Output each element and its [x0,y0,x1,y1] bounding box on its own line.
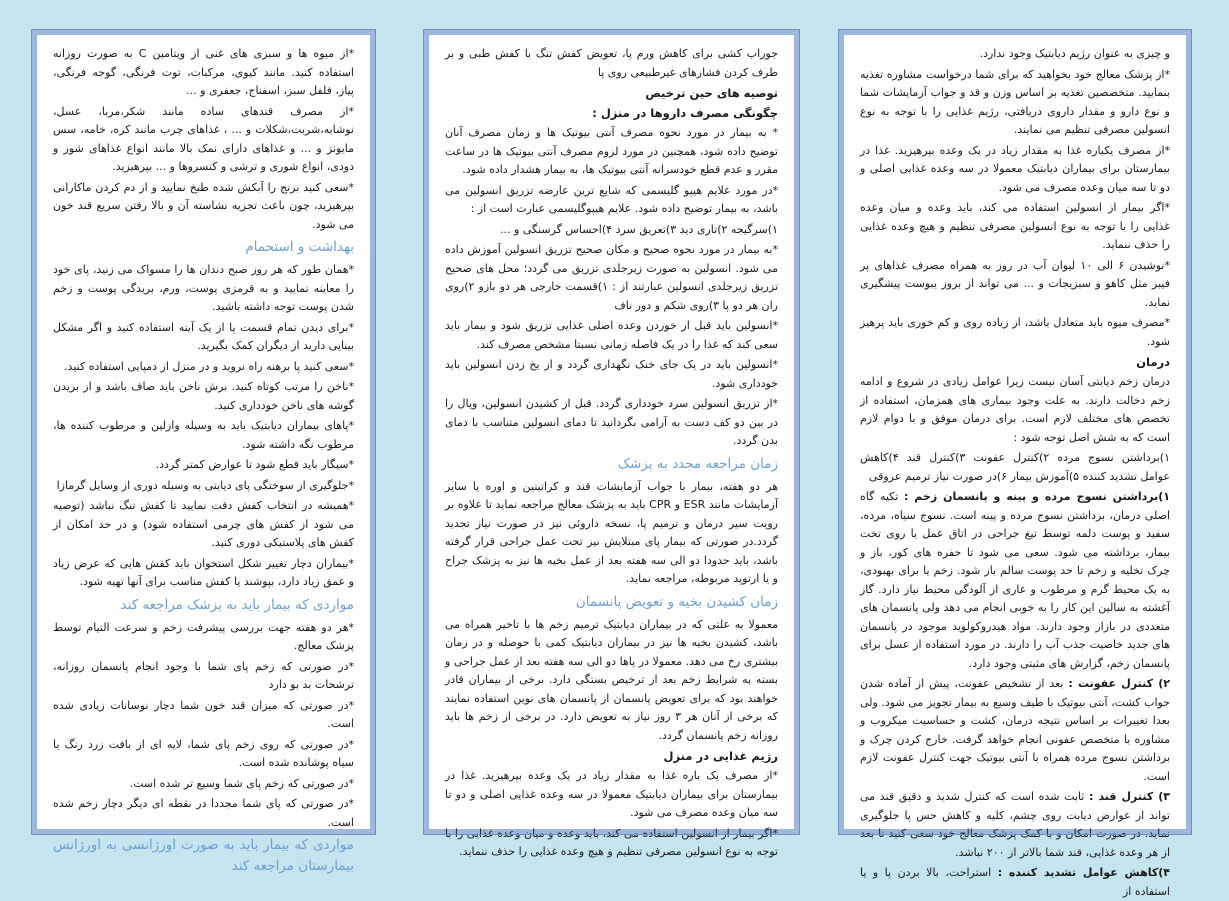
right-paragraph-11 [860,788,1170,862]
left-paragraph-16: *در صورتی که روی زخم پای شما، لایه ای از بافت زرد رنگ یا سیاه پوشانده شده است. [53,737,354,769]
right-paragraph-8: ۱)برداشتن نسوج مرده ۲)کنترل عفونت ۳)کنترل قند ۴)کاهش عوامل تشدید کننده ۵)آموزش بیمار ۶)در صورت نیاز ترمیم عروقی [860,451,1170,483]
left-paragraph-1: *از میوه ها و سبزی های غنی از ویتامین C به صورت روزانه استفاده کنید. مانند کیوی، مرکبات، توت فرنگی، گوجه فرنگی، پیاز، فلفل سبز، اسفناج، جعفری و ... [53,47,354,97]
left-paragraph-11: *همیشه در انتخاب کفش دقت نمایید تا کفش تنگ نباشد (توصیه می شود از کفش های چرمی استفاده شود) و در حد امکان از کفش های پلاستیکی دوری کنید. [53,499,354,549]
middle-paragraph-11: *از مصرف یک باره غذا به مقدار زیاد در یک وعده بپرهیزید. غذا در بیمارستان برای بیماران دیابتیک معمولا در سه وعده غذایی اصلی و دو تا سه میان وعده مصرف می شود. [445,769,778,819]
left-paragraph-14: *در صورتی که زخم پای شما با وجود انجام پانسمان روزانه، ترشحات بد بو دارد [53,659,354,691]
panel-right [839,30,1191,898]
heading-emergency: مواردی که بیمار باید به صورت اورژانسی به اورژانس بیمارستان مراجعه کند [53,837,354,874]
left-paragraph-4: *همان طور که هر روز صبح دندان ها را مسواک می زنید، پای خود را معاینه نمایید و به قرمزی پوست، ورم، بریدگی پوست و زخم شدن پوست توجه داشته باشید. [53,263,354,313]
middle-paragraph-12: *اگر بیمار از انسولین استفاده می کند، باید وعده و میان وعده غذایی را با توجه به نوع انسولین مصرفی تنظیم و هیچ وعده غذایی را حذف ننماید. [445,826,778,858]
left-paragraph-3: *سعی کنید برنج را آبکش شده طبخ نمایید و از دم کردن ماکارانی بپرهیزید، چون باعث تجزیه نشاسته آن و بالا رفتن سریع قند خون می شود. [53,180,354,231]
left-paragraph-8: *پاهای بیماران دیابتیک باید به وسیله وازلین و مرطوب کننده ها، مرطوب نگه داشته شود. [53,419,354,451]
left-paragraph-18: *در صورتی که پای شما مجددا در نقطه ای دیگر دچار زخم شده است. [53,797,354,829]
right-paragraph-10 [860,675,1170,786]
left-paragraph-5: *برای دیدن تمام قسمت پا از یک آینه استفاده کنید و اگر مشکل بینایی دارید از دیگران کمک بگیرید. [53,320,354,352]
lead-infection: ۲) کنترل عفونت : [1068,677,1170,690]
middle-paragraph-5: *به بیمار در مورد نحوه صحیح و مکان صحیح تزریق انسولین آموزش داده می شود. انسولین به صورت زیرجلدی تزریق می گردد؛ محل های صحیح تزریق زیرجلدی انسولین عبارتند از : ۱)قسمت خارجی هر دو بازو ۲)روی ران هر دو پا ۳)روی شکم و دور ناف [445,243,778,312]
left-paragraph-6: *سعی کنید پا برهنه راه نروید و در منزل از دمپایی استفاده کنید. [64,359,354,373]
middle-paragraph-3: *در مورد علایم هیپو گلیسمی که شایع ترین عارضه تزریق انسولین می باشد، به بیمار توضیح داده شود. علایم هیپوگلیسمی عبارت است از : [445,183,778,215]
panel-left [32,30,375,874]
heading-followup: زمان مراجعه مجدد به پزشک [617,455,778,472]
middle-paragraph-1: جوراب کشی برای کاهش ورم پا، تعویض کفش تنگ با کفش طبی و بر طرف کردن فشارهای غیرطبیعی روی پا [445,47,778,79]
right-paragraph-1: و چیزی به عنوان رژیم دیابتیک وجود ندارد. [979,47,1170,60]
panel-middle [424,30,799,858]
right-paragraph-12 [860,864,1170,901]
lead-aggravating: ۴)کاهش عوامل تشدید کننده : [997,866,1170,879]
heading-sutures: زمان کشیدن بخیه و تعویض پانسمان [575,593,778,610]
lead-debridement: ۱)برداشتن نسوج مرده و پینه و پانسمان زخم : [903,490,1171,503]
right-paragraph-6: *مصرف میوه باید متعادل باشد، از زیاده روی و کم خوری باید پرهیز شود. [860,316,1170,348]
text-glucose: ثابت شده است که کنترل شدید و دقیق قند می تواند از عوارض دیابت روی چشم، کلیه و کاهش حس پا جلوگیری نماید. در صورت امکان و با کمک پزشک معالج خود سعی کنید تا بعد از هر وعده غذایی، قند شما بالاتر از ۲۰۰ نباشد. [860,790,1170,859]
heading-treatment: درمان [1136,355,1170,369]
right-paragraph-5: *نوشیدن ۶ الی ۱۰ لیوان آب در روز به همراه مصرف غذاهای پر فیبر مثل کاهو و سبزیجات و ... می تواند از بروز یبوست پیشگیری نماید. [860,258,1170,309]
left-paragraph-9: *سیگار باید قطع شود تا عوارض کمتر گردد. [155,458,354,471]
left-paragraph-15: *در صورتی که میزان قند خون شما دچار نوسانات زیادی شده است. [53,698,354,730]
lead-glucose: ۳) کنترل قند : [1089,790,1171,803]
left-paragraph-12: *بیماران دچار تغییر شکل استخوان باید کفش هایی که عرض زیاد و عمق زیاد دارد، بپوشند یا کفش مناسب برای آنها تهیه شود. [53,556,354,588]
text-infection: بعد از تشخیص عفونت، پیش از آماده شدن جواب کشت، آنتی بیوتیک با طیف وسیع به بیمار تجویز می شود. ولی بعدا تغییرات بر اساس نتیجه درمان، کشت و حساسیت میکروب و مشاوره با متخصص عفونی انجام خواهد گرفت. خارج کردن چرک و برداشتن نسوج مرده همراه با آنتی بیوتیک جهت کنترل عفونت لازم است. [860,677,1170,783]
left-paragraph-7: *ناخن را مرتب کوتاه کنید. برش ناخن باید صاف باشد و از بریدن گوشه های ناخن خودداری کنید. [53,380,354,412]
right-paragraph-9 [860,488,1170,673]
middle-paragraph-6: *انسولین باید قبل از خوردن وعده اصلی غذایی تزریق شود و بیمار باید سعی کند که غذا را در یک فاصله زمانی نسبتا مشخص مصرف کند. [445,319,778,351]
right-paragraph-7: درمان زخم دیابتی آسان نیست زیرا عوامل زیادی در شروع و ادامه زخم دخالت دارند. به علت وجود بیماری های همزمان، استفاده از تخصص های مختلف لازم است. برای درمان موفق و با دوام لازم است که به شش اصل توجه شود : [860,375,1170,444]
right-paragraph-3: *از مصرف یکباره غذا به مقدار زیاد در یک وعده بپرهیزید. غذا در بیمارستان برای بیماران دیابتیک معمولا در سه وعده غذایی اصلی و دو تا سه میان وعده مصرف می شود. [860,143,1170,194]
heading-home-diet: رژیم غذایی در منزل [663,749,778,763]
left-paragraph-2: *از مصرف قندهای ساده مانند شکر،مربا، عسل، نوشابه،شربت،شکلات و ... ، غذاهای چرب مانند کره، خامه، سس مایونز و ... و غذاهای دارای نمک بالا مانند انواع غذاهای شور و دودی، انواع شوری و ترشی و کنسروها و ... بپرهیزید. [53,104,354,173]
heading-hygiene: بهداشت و استحمام [245,239,354,255]
right-paragraph-2: *از پزشک معالج خود بخواهید که برای شما درخواست مشاوره تغذیه بنمایید. متخصصین تغذیه بر اساس وزن و قد و جواب آزمایشات شما و نوع دارو و مقدار داروی دریافتی، رژیم غذایی را با توجه به نوع انسولین مصرفی تنظیم می نمایند. [860,67,1170,136]
middle-paragraph-8: *از تزریق انسولین سرد خودداری گردد. قبل از کشیدن انسولین، ویال را در بین دو کف دست به آرامی بگردانید تا دمای انسولین متناسب با دمای بدن گردد. [445,397,778,447]
text-debridement: تکیه گاه اصلی درمان، برداشتن نسوج مرده و پینه است. نسوج سیاه، مرده، سفید و پوست دلمه توسط تیغ جراحی در اتاق عمل یا روی تخت بیمار، برداشته می شود. سعی می شود تا حفره های کور، باز و چرک تخلیه و زخم تا حد پوست سالم باز شود. زخم یا برای بهبودی، به یک محیط گرم و مرطوب و عاری از آلودگی محیط نیاز دارد. گاز آغشته به سالین این کار را به خوبی انجام می دهد ولی پانسمان های متعددی در بازار وجود دارند. مواد هیدروکولوید موجود در پانسمان های جدید خاصیت جذب آب را دارند. در مورد استفاده از عسل برای پانسمان زخم، گزارش های مثبتی وجود دارد. [860,490,1170,670]
text-aggravating: استراحت، بالا بردن پا و یا استفاده از [860,866,1170,898]
heading-discharge: توصیه های حین ترخیص [645,86,778,100]
middle-paragraph-7: *انسولین باید در یک جای خنک نگهداری گردد و از یخ زدن انسولین باید خودداری شود. [445,358,778,390]
left-paragraph-13: *هر دو هفته جهت بررسی پیشرفت زخم و سرعت التیام توسط پزشک معالج. [53,620,354,652]
middle-paragraph-4: ۱)سرگیجه ۲)تاری دید ۳)تعریق سرد ۴)احساس گرسنگی و ... [500,222,778,236]
middle-paragraph-9: هر دو هفته، بیمار با جواب آزمایشات قند و کراتینین و اوره یا سایر آزمایشات مانند ESR و CPR باید به پزشک معالج مراجعه نماید تا علاوه بر رویت سیر درمان و ترمیم پا، نسخه داروئی نیز در صورت نیاز تجدید گردد.در صورتی که بیمار پای مبتلایش نیز تحت عمل جراحی قرار گرفته باشد، باید حدودا دو الی سه هفته بعد از عمل بخیه ها نیز به پزشک جراح و یا ارتوپد مربوطه، مراجعه نماید. [445,479,779,585]
left-paragraph-17: *در صورتی که زخم پای شما وسیع تر شده است. [129,776,354,790]
right-paragraph-4: *اگر بیمار از انسولین استفاده می کند، باید وعده و میان وعده غذایی را با توجه به نوع انسولین مصرفی تنظیم و هیچ وعده غذایی را حذف ننماید. [860,201,1170,251]
left-paragraph-10: *جلوگیری از سوختگی پای دیابتی به وسیله دوری از وسایل گرمازا [56,478,354,492]
heading-refer-physician: مواردی که بیمار باید به پزشک مراجعه کند [120,596,354,613]
middle-paragraph-10: معمولا به علتی که در بیماران دیابتیک ترمیم زخم ها با تاخیر همراه می باشد، کشیدن بخیه ها نیز در بیماران دیابتیک کمی با حوصله و در زمان بیشتری رخ می دهد. معمولا در پاها دو الی سه هفته بعد از عمل جراحی و بسته به شرایط زخم بعد از ترخیص بستگی دارد. برخی از بیماران قادر خواهند بود که برای تعویض پانسمان از پانسمان های نوین استفاده نمایند که برخی از آنان هر ۳ روز نیاز به تعویض دارد. در برخی از زخم ها باید روزانه زخم پانسمان گردد. [445,617,778,742]
middle-paragraph-2: * به بیمار در مورد نحوه مصرف آنتی بیوتیک ها و زمان مصرف آنان توضیح داده شود، همچنین در مورد لزوم مصرف آنتی بیوتیک ها در ساعت مقرر و عدم قطع خودسرانه آنتی بیوتیک ها، به بیمار هشدار داده شود. [445,126,778,176]
heading-medications: چگونگی مصرف داروها در منزل : [592,106,778,120]
